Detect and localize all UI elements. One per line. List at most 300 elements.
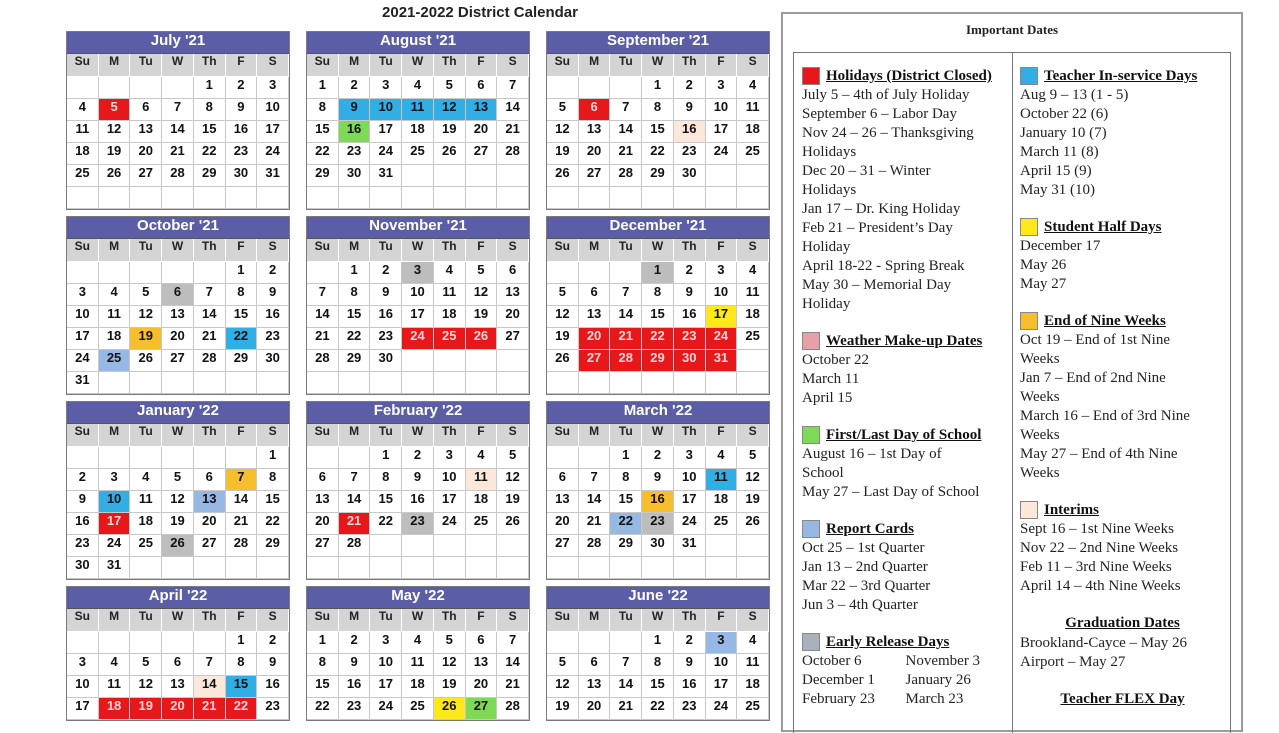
weekday-header: Su — [67, 609, 99, 632]
day-grid — [67, 609, 289, 720]
day-cell: 30 — [370, 350, 402, 372]
day-cell: 19 — [466, 306, 498, 328]
day-cell: 12 — [434, 99, 466, 121]
day-cell: 24 — [257, 143, 289, 165]
day-cell-empty — [547, 77, 579, 99]
day-cell: 8 — [307, 654, 339, 676]
day-cell: 11 — [67, 121, 99, 143]
day-cell-empty — [706, 165, 738, 187]
day-cell: 4 — [466, 447, 498, 469]
day-grid — [67, 54, 289, 209]
legend-section — [802, 633, 1007, 709]
day-cell: 5 — [466, 262, 498, 284]
day-cell: 2 — [67, 469, 99, 491]
legend-item: May 27 — [1020, 276, 1067, 292]
day-cell-empty — [497, 165, 529, 187]
day-cell: 1 — [610, 447, 642, 469]
day-cell-empty — [370, 557, 402, 579]
day-cell: 9 — [674, 654, 706, 676]
day-cell: 2 — [674, 77, 706, 99]
legend-item: March 23 — [905, 691, 964, 707]
day-cell: 21 — [194, 328, 226, 350]
weekday-header: Th — [434, 54, 466, 77]
day-cell: 3 — [67, 654, 99, 676]
day-cell: 26 — [547, 350, 579, 372]
day-cell: 17 — [706, 306, 738, 328]
day-cell: 14 — [497, 654, 529, 676]
legend-item: Aug 9 – 13 (1 - 5) — [1020, 87, 1129, 103]
day-cell: 2 — [674, 262, 706, 284]
day-cell: 6 — [497, 262, 529, 284]
day-cell: 31 — [674, 535, 706, 557]
day-cell: 6 — [547, 469, 579, 491]
weekday-header: F — [466, 239, 498, 262]
day-cell: 21 — [162, 143, 194, 165]
day-cell: 9 — [67, 491, 99, 513]
day-cell: 11 — [706, 469, 738, 491]
day-cell: 25 — [130, 535, 162, 557]
legend-items — [802, 539, 1007, 615]
day-cell: 4 — [99, 284, 131, 306]
legend-item: March 11 (8) — [1020, 144, 1099, 160]
day-cell: 18 — [434, 306, 466, 328]
day-cell-empty — [579, 372, 611, 394]
day-cell: 15 — [642, 306, 674, 328]
day-cell: 7 — [162, 99, 194, 121]
day-cell: 1 — [226, 632, 258, 654]
weekday-header: Su — [547, 239, 579, 262]
day-cell: 14 — [194, 676, 226, 698]
day-cell: 10 — [402, 284, 434, 306]
day-cell: 11 — [737, 99, 769, 121]
day-cell-empty — [130, 372, 162, 394]
legend-section — [1020, 690, 1225, 709]
day-cell: 21 — [307, 328, 339, 350]
day-grid — [547, 54, 769, 209]
day-cell: 22 — [642, 328, 674, 350]
day-cell: 3 — [706, 262, 738, 284]
day-cell-empty — [434, 350, 466, 372]
month-2 — [546, 31, 770, 210]
month-3 — [66, 216, 290, 395]
day-cell: 10 — [257, 99, 289, 121]
day-cell: 20 — [194, 513, 226, 535]
day-cell: 9 — [226, 99, 258, 121]
day-cell-empty — [737, 535, 769, 557]
day-cell: 15 — [194, 121, 226, 143]
day-cell-empty — [339, 557, 371, 579]
day-cell: 25 — [466, 513, 498, 535]
day-cell: 2 — [226, 77, 258, 99]
day-cell: 8 — [642, 99, 674, 121]
day-cell: 27 — [307, 535, 339, 557]
day-cell: 15 — [370, 491, 402, 513]
legend-items — [1020, 237, 1225, 294]
weekday-header: W — [642, 54, 674, 77]
day-cell: 1 — [642, 632, 674, 654]
day-cell: 5 — [547, 99, 579, 121]
day-cell-empty — [130, 632, 162, 654]
day-cell: 1 — [642, 77, 674, 99]
legend-item: Dec 20 – 31 – Winter — [802, 163, 931, 179]
month-6 — [66, 401, 290, 580]
weekday-header: Su — [67, 239, 99, 262]
day-cell-empty — [434, 187, 466, 209]
day-cell: 13 — [497, 284, 529, 306]
day-cell: 23 — [674, 328, 706, 350]
weekday-header: M — [339, 54, 371, 77]
legend-item: April 15 (9) — [1020, 163, 1092, 179]
day-cell-empty — [257, 187, 289, 209]
day-cell: 27 — [547, 535, 579, 557]
panel-body — [793, 52, 1231, 733]
legend-item: Brookland-Cayce – May 26 — [1020, 635, 1188, 651]
legend-item: Holiday — [802, 296, 851, 312]
day-cell: 5 — [99, 99, 131, 121]
weekday-header: Su — [307, 609, 339, 632]
day-cell-empty — [737, 187, 769, 209]
day-cell-empty — [67, 447, 99, 469]
day-cell-empty — [737, 350, 769, 372]
weekday-header: M — [99, 609, 131, 632]
weekday-header: S — [737, 239, 769, 262]
day-cell-empty — [67, 632, 99, 654]
weekday-header: M — [579, 54, 611, 77]
day-cell-empty — [497, 187, 529, 209]
legend-item: December 1 — [802, 672, 875, 688]
legend-item: May 30 – Memorial Day — [802, 277, 952, 293]
month-name: December '21 — [547, 217, 769, 239]
day-cell: 28 — [497, 143, 529, 165]
day-cell: 1 — [642, 262, 674, 284]
day-cell: 25 — [434, 328, 466, 350]
day-cell: 8 — [642, 284, 674, 306]
day-cell: 21 — [339, 513, 371, 535]
day-cell: 15 — [307, 676, 339, 698]
day-cell: 2 — [674, 632, 706, 654]
day-cell: 21 — [497, 676, 529, 698]
day-cell: 11 — [99, 676, 131, 698]
day-cell: 7 — [497, 632, 529, 654]
day-cell: 4 — [402, 77, 434, 99]
day-cell-empty — [339, 187, 371, 209]
legend-item: October 22 (6) — [1020, 106, 1109, 122]
month-0 — [66, 31, 290, 210]
day-cell: 22 — [226, 698, 258, 720]
day-cell: 15 — [642, 121, 674, 143]
day-cell: 7 — [610, 654, 642, 676]
day-cell-empty — [466, 535, 498, 557]
day-cell: 18 — [402, 121, 434, 143]
legend-heading: Graduation Dates — [1065, 615, 1180, 631]
day-cell: 10 — [67, 676, 99, 698]
day-cell: 16 — [642, 491, 674, 513]
day-cell: 5 — [547, 284, 579, 306]
legend-section — [802, 67, 1007, 314]
legend-item: March 16 – End of 3rd Nine — [1020, 408, 1190, 424]
day-cell: 9 — [642, 469, 674, 491]
day-cell: 16 — [257, 676, 289, 698]
legend-heading — [1020, 67, 1225, 85]
day-cell-empty — [194, 262, 226, 284]
day-cell: 11 — [130, 491, 162, 513]
day-cell: 10 — [99, 491, 131, 513]
day-cell-empty — [642, 187, 674, 209]
legend-items — [802, 445, 1007, 502]
day-cell: 26 — [434, 143, 466, 165]
day-cell-empty — [610, 372, 642, 394]
month-name: October '21 — [67, 217, 289, 239]
day-cell: 20 — [466, 676, 498, 698]
day-cell: 13 — [547, 491, 579, 513]
weekday-header: Tu — [610, 609, 642, 632]
day-cell-empty — [466, 350, 498, 372]
day-cell: 26 — [497, 513, 529, 535]
month-7 — [306, 401, 530, 580]
day-cell-empty — [642, 557, 674, 579]
legend-items — [802, 86, 1007, 314]
day-cell: 29 — [642, 350, 674, 372]
day-cell-empty — [547, 557, 579, 579]
day-cell: 27 — [579, 165, 611, 187]
month-9 — [66, 586, 290, 721]
day-cell: 21 — [610, 698, 642, 720]
weekday-header: S — [257, 54, 289, 77]
day-cell: 18 — [67, 143, 99, 165]
day-cell: 27 — [130, 165, 162, 187]
day-cell-empty — [547, 632, 579, 654]
day-cell: 9 — [257, 654, 289, 676]
day-cell: 26 — [130, 350, 162, 372]
day-cell-empty — [226, 557, 258, 579]
legend-item: Weeks — [1020, 389, 1060, 405]
day-cell-empty — [674, 372, 706, 394]
weekday-header: F — [466, 424, 498, 447]
day-cell: 14 — [579, 491, 611, 513]
color-swatch-icon — [1020, 67, 1038, 85]
legend-pair-grid — [802, 652, 1007, 709]
day-cell: 1 — [307, 632, 339, 654]
day-cell: 10 — [370, 99, 402, 121]
weekday-header: W — [642, 424, 674, 447]
day-cell: 10 — [706, 99, 738, 121]
legend-item: Holidays — [802, 144, 857, 160]
day-cell: 6 — [307, 469, 339, 491]
day-cell-empty — [370, 372, 402, 394]
day-cell: 13 — [579, 306, 611, 328]
weekday-header: W — [642, 239, 674, 262]
day-cell: 27 — [579, 350, 611, 372]
day-cell: 17 — [402, 306, 434, 328]
day-cell: 17 — [370, 121, 402, 143]
day-cell: 8 — [642, 654, 674, 676]
day-cell: 20 — [547, 513, 579, 535]
weekday-header: M — [339, 424, 371, 447]
day-cell: 23 — [257, 328, 289, 350]
weekday-header: Tu — [610, 239, 642, 262]
month-8 — [546, 401, 770, 580]
day-cell: 10 — [706, 654, 738, 676]
legend-item: Airport – May 27 — [1020, 654, 1126, 670]
day-cell-empty — [370, 535, 402, 557]
day-cell: 2 — [257, 262, 289, 284]
day-cell-empty — [402, 535, 434, 557]
day-cell-empty — [706, 372, 738, 394]
day-cell: 22 — [307, 143, 339, 165]
weekday-header: M — [579, 424, 611, 447]
legend-heading — [1020, 312, 1225, 330]
day-cell: 16 — [339, 121, 371, 143]
day-cell: 22 — [610, 513, 642, 535]
day-cell: 12 — [162, 491, 194, 513]
day-cell: 12 — [547, 121, 579, 143]
day-cell-empty — [194, 632, 226, 654]
legend-item: Oct 19 – End of 1st Nine — [1020, 332, 1170, 348]
day-cell: 8 — [610, 469, 642, 491]
day-cell: 19 — [434, 121, 466, 143]
day-cell: 5 — [162, 469, 194, 491]
day-cell: 12 — [466, 284, 498, 306]
day-grid — [67, 239, 289, 394]
day-cell-empty — [194, 187, 226, 209]
day-cell: 28 — [226, 535, 258, 557]
day-cell: 4 — [706, 447, 738, 469]
day-cell: 28 — [307, 350, 339, 372]
day-cell: 30 — [67, 557, 99, 579]
day-cell: 2 — [339, 632, 371, 654]
legend-item: September 6 – Labor Day — [802, 106, 957, 122]
day-cell: 4 — [434, 262, 466, 284]
month-1 — [306, 31, 530, 210]
legend-section — [802, 426, 1007, 502]
day-cell: 2 — [402, 447, 434, 469]
day-cell: 16 — [674, 676, 706, 698]
day-cell: 22 — [339, 328, 371, 350]
day-cell: 18 — [402, 676, 434, 698]
day-cell-empty — [370, 187, 402, 209]
legend-item: Weeks — [1020, 351, 1060, 367]
day-cell: 7 — [307, 284, 339, 306]
color-swatch-icon — [802, 426, 820, 444]
day-cell: 29 — [307, 165, 339, 187]
day-cell: 25 — [737, 698, 769, 720]
day-cell-empty — [579, 632, 611, 654]
weekday-header: M — [579, 239, 611, 262]
day-cell: 23 — [642, 513, 674, 535]
day-cell: 18 — [466, 491, 498, 513]
color-swatch-icon — [802, 520, 820, 538]
weekday-header: Th — [434, 424, 466, 447]
day-cell: 6 — [466, 77, 498, 99]
day-cell-empty — [434, 535, 466, 557]
weekday-header: W — [162, 609, 194, 632]
day-cell-empty — [579, 77, 611, 99]
day-cell: 24 — [99, 535, 131, 557]
day-cell: 16 — [674, 306, 706, 328]
day-cell: 18 — [130, 513, 162, 535]
day-cell: 8 — [339, 284, 371, 306]
day-cell: 19 — [434, 676, 466, 698]
legend-item: Mar 22 – 3rd Quarter — [802, 578, 931, 594]
day-cell-empty — [307, 447, 339, 469]
day-cell-empty — [402, 165, 434, 187]
weekday-header: W — [402, 424, 434, 447]
day-cell: 10 — [434, 469, 466, 491]
day-cell: 3 — [706, 632, 738, 654]
day-cell: 9 — [339, 654, 371, 676]
weekday-header: F — [706, 609, 738, 632]
day-cell: 24 — [706, 328, 738, 350]
day-cell: 27 — [162, 350, 194, 372]
day-cell-empty — [226, 372, 258, 394]
weekday-header: W — [402, 609, 434, 632]
day-cell: 17 — [674, 491, 706, 513]
legend-item: Feb 21 – President’s Day — [802, 220, 953, 236]
weekday-header: Tu — [130, 54, 162, 77]
day-cell: 26 — [737, 513, 769, 535]
day-cell: 1 — [226, 262, 258, 284]
day-cell: 11 — [402, 654, 434, 676]
weekday-header: S — [737, 609, 769, 632]
day-cell: 14 — [194, 306, 226, 328]
day-cell: 11 — [737, 284, 769, 306]
weekday-header: Tu — [370, 54, 402, 77]
day-cell: 12 — [497, 469, 529, 491]
legend-item: October 6 — [802, 653, 862, 669]
legend-items — [1020, 634, 1225, 672]
day-cell: 11 — [99, 306, 131, 328]
day-cell: 25 — [706, 513, 738, 535]
day-cell: 26 — [162, 535, 194, 557]
day-cell-empty — [130, 77, 162, 99]
day-cell: 9 — [339, 99, 371, 121]
day-cell: 14 — [339, 491, 371, 513]
day-cell: 9 — [370, 284, 402, 306]
day-cell: 3 — [706, 77, 738, 99]
day-cell: 24 — [706, 698, 738, 720]
day-cell: 11 — [402, 99, 434, 121]
month-name: January '22 — [67, 402, 289, 424]
day-cell: 4 — [737, 77, 769, 99]
day-cell: 15 — [226, 306, 258, 328]
weekday-header: Tu — [370, 239, 402, 262]
weekday-header: Su — [547, 424, 579, 447]
day-cell: 12 — [547, 676, 579, 698]
day-grid — [547, 424, 769, 579]
weekday-header: Su — [307, 424, 339, 447]
day-cell: 13 — [466, 654, 498, 676]
day-cell: 18 — [737, 121, 769, 143]
weekday-header: Su — [67, 424, 99, 447]
day-cell: 5 — [130, 284, 162, 306]
day-cell: 21 — [579, 513, 611, 535]
day-cell: 22 — [257, 513, 289, 535]
day-cell: 20 — [579, 328, 611, 350]
day-cell-empty — [226, 447, 258, 469]
day-cell: 23 — [67, 535, 99, 557]
day-grid — [67, 424, 289, 579]
day-cell: 2 — [339, 77, 371, 99]
day-cell: 24 — [402, 328, 434, 350]
day-cell-empty — [547, 372, 579, 394]
day-cell: 4 — [67, 99, 99, 121]
legend-label: Teacher In-service Days — [1044, 68, 1198, 84]
day-cell: 22 — [307, 698, 339, 720]
day-cell: 8 — [307, 99, 339, 121]
day-cell-empty — [402, 350, 434, 372]
day-cell: 19 — [130, 328, 162, 350]
day-cell: 19 — [547, 143, 579, 165]
